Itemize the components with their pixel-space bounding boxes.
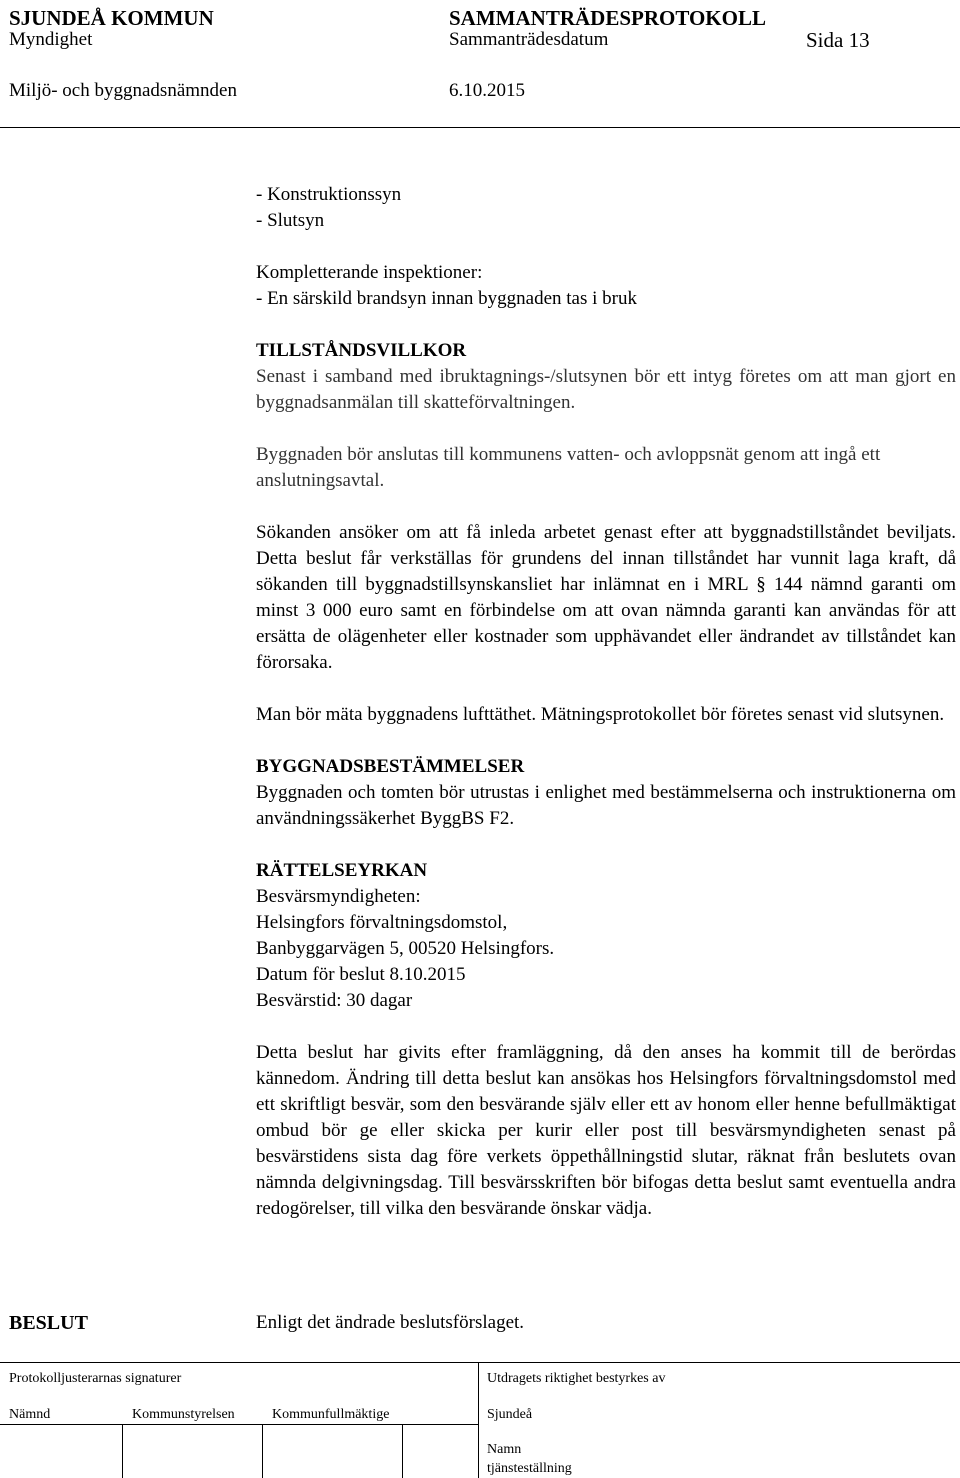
regulations-heading: BYGGNADSBESTÄMMELSER [256,756,525,777]
appeal-line: Besvärstid: 30 dagar [256,990,413,1011]
footer-column-divider [478,1362,479,1478]
appeal-paragraph: Detta beslut har givits efter framläggning, då den anses ha kommit till de berördas kännedom. Ändring till detta beslut kan ansökas hos Helsingfors förvaltningsdomstol med ett skriftligt besvär, som den besvärande själv eller ett av honom eller henne befullmäktigat ombud bör ge eller skicka per kurir eller post till besvärsmyndigheten senast på besvärstidens sista dag före verkets öppethållningstid slutar, räknat från beslutets ovan nämnda delgivningsdag. Till besvärsskriften bör bifogas detta beslut samt eventuella andra redogörelser, till vilka den besvärande önskar vädja. [256,1042,956,1219]
authority-label: Myndighet [9,29,93,50]
appeal-line: Datum för beslut 8.10.2015 [256,964,466,985]
appeal-line: Banbyggarvägen 5, 00520 Helsingfors. [256,938,555,959]
signature-box-divider [262,1424,263,1478]
signature-column-kommunfullmaktige: Kommunfullmäktige [272,1407,390,1422]
conditions-heading: TILLSTÅNDSVILLKOR [256,340,467,361]
certified-place: Sjundeå [487,1407,533,1422]
regulations-paragraph: Byggnaden och tomten bör utrustas i enlighet med bestämmelserna och instruktionerna om användningssäkerhet ByggBS F2. [256,782,956,829]
page-number: Sida 13 [806,28,870,52]
conditions-paragraph: Byggnaden bör anslutas till kommunens vatten- och avloppsnät genom att ingå ett anslutningsavtal. [256,444,881,491]
document-type: SAMMANTRÄDESPROTOKOLL [449,6,766,30]
appeal-line: Besvärsmyndigheten: [256,886,421,907]
signature-box-top [0,1424,478,1425]
signature-column-namnd: Nämnd [9,1407,51,1422]
certified-label: Utdragets riktighet bestyrkes av [487,1371,666,1386]
conditions-paragraph: Man bör mäta byggnadens lufttäthet. Mätningsprotokollet bör företes senast vid slutsynen. [256,704,945,725]
document-body [256,182,956,1222]
list-item: - Slutsyn [256,210,325,231]
decision-label: BESLUT [9,1312,88,1334]
authority-name: Miljö- och byggnadsnämnden [9,80,237,101]
certified-name-label: Namn [487,1442,522,1457]
decision-text: Enligt det ändrade beslutsförslaget. [256,1312,525,1333]
conditions-paragraph: Sökanden ansöker om att få inleda arbetet genast efter att byggnadstillståndet beviljats. Detta beslut får verkställas för grundens del innan tillståndet har vunnit laga kraft, då sökanden till byggnadstillsynskansliet har inlämnat en i MRL § 144 nämnd garanti om minst 3 000 euro samt en förbindelse om att ovan nämnda garanti kan användas för att ersätta de olägenheter eller kostnader som upphävandet eller ändrandet av tillståndet kan förorsaka. [256,522,956,673]
appeal-heading: RÄTTELSEYRKAN [256,860,428,881]
meeting-date: 6.10.2015 [449,80,525,101]
signature-box-divider [122,1424,123,1478]
header-divider [0,127,960,128]
meeting-date-label: Sammanträdesdatum [449,29,609,50]
organization-name: SJUNDEÅ KOMMUN [9,6,214,30]
signatures-label: Protokolljusterarnas signaturer [9,1371,182,1386]
signature-box-divider [402,1424,403,1478]
conditions-paragraph: Senast i samband med ibruktagnings-/slutsynen bör ett intyg företes om att man gjort en byggnadsanmälan till skatteförvaltningen. [256,366,956,413]
list-item: - Konstruktionssyn [256,184,402,205]
appeal-line: Helsingfors förvaltningsdomstol, [256,912,508,933]
signature-column-kommunstyrelsen: Kommunstyrelsen [132,1407,235,1422]
supplementary-heading: Kompletterande inspektioner: [256,262,483,283]
list-item: - En särskild brandsyn innan byggnaden tas i bruk [256,288,637,309]
footer-divider [0,1362,960,1363]
certified-title-label: tjänsteställning [487,1461,572,1476]
